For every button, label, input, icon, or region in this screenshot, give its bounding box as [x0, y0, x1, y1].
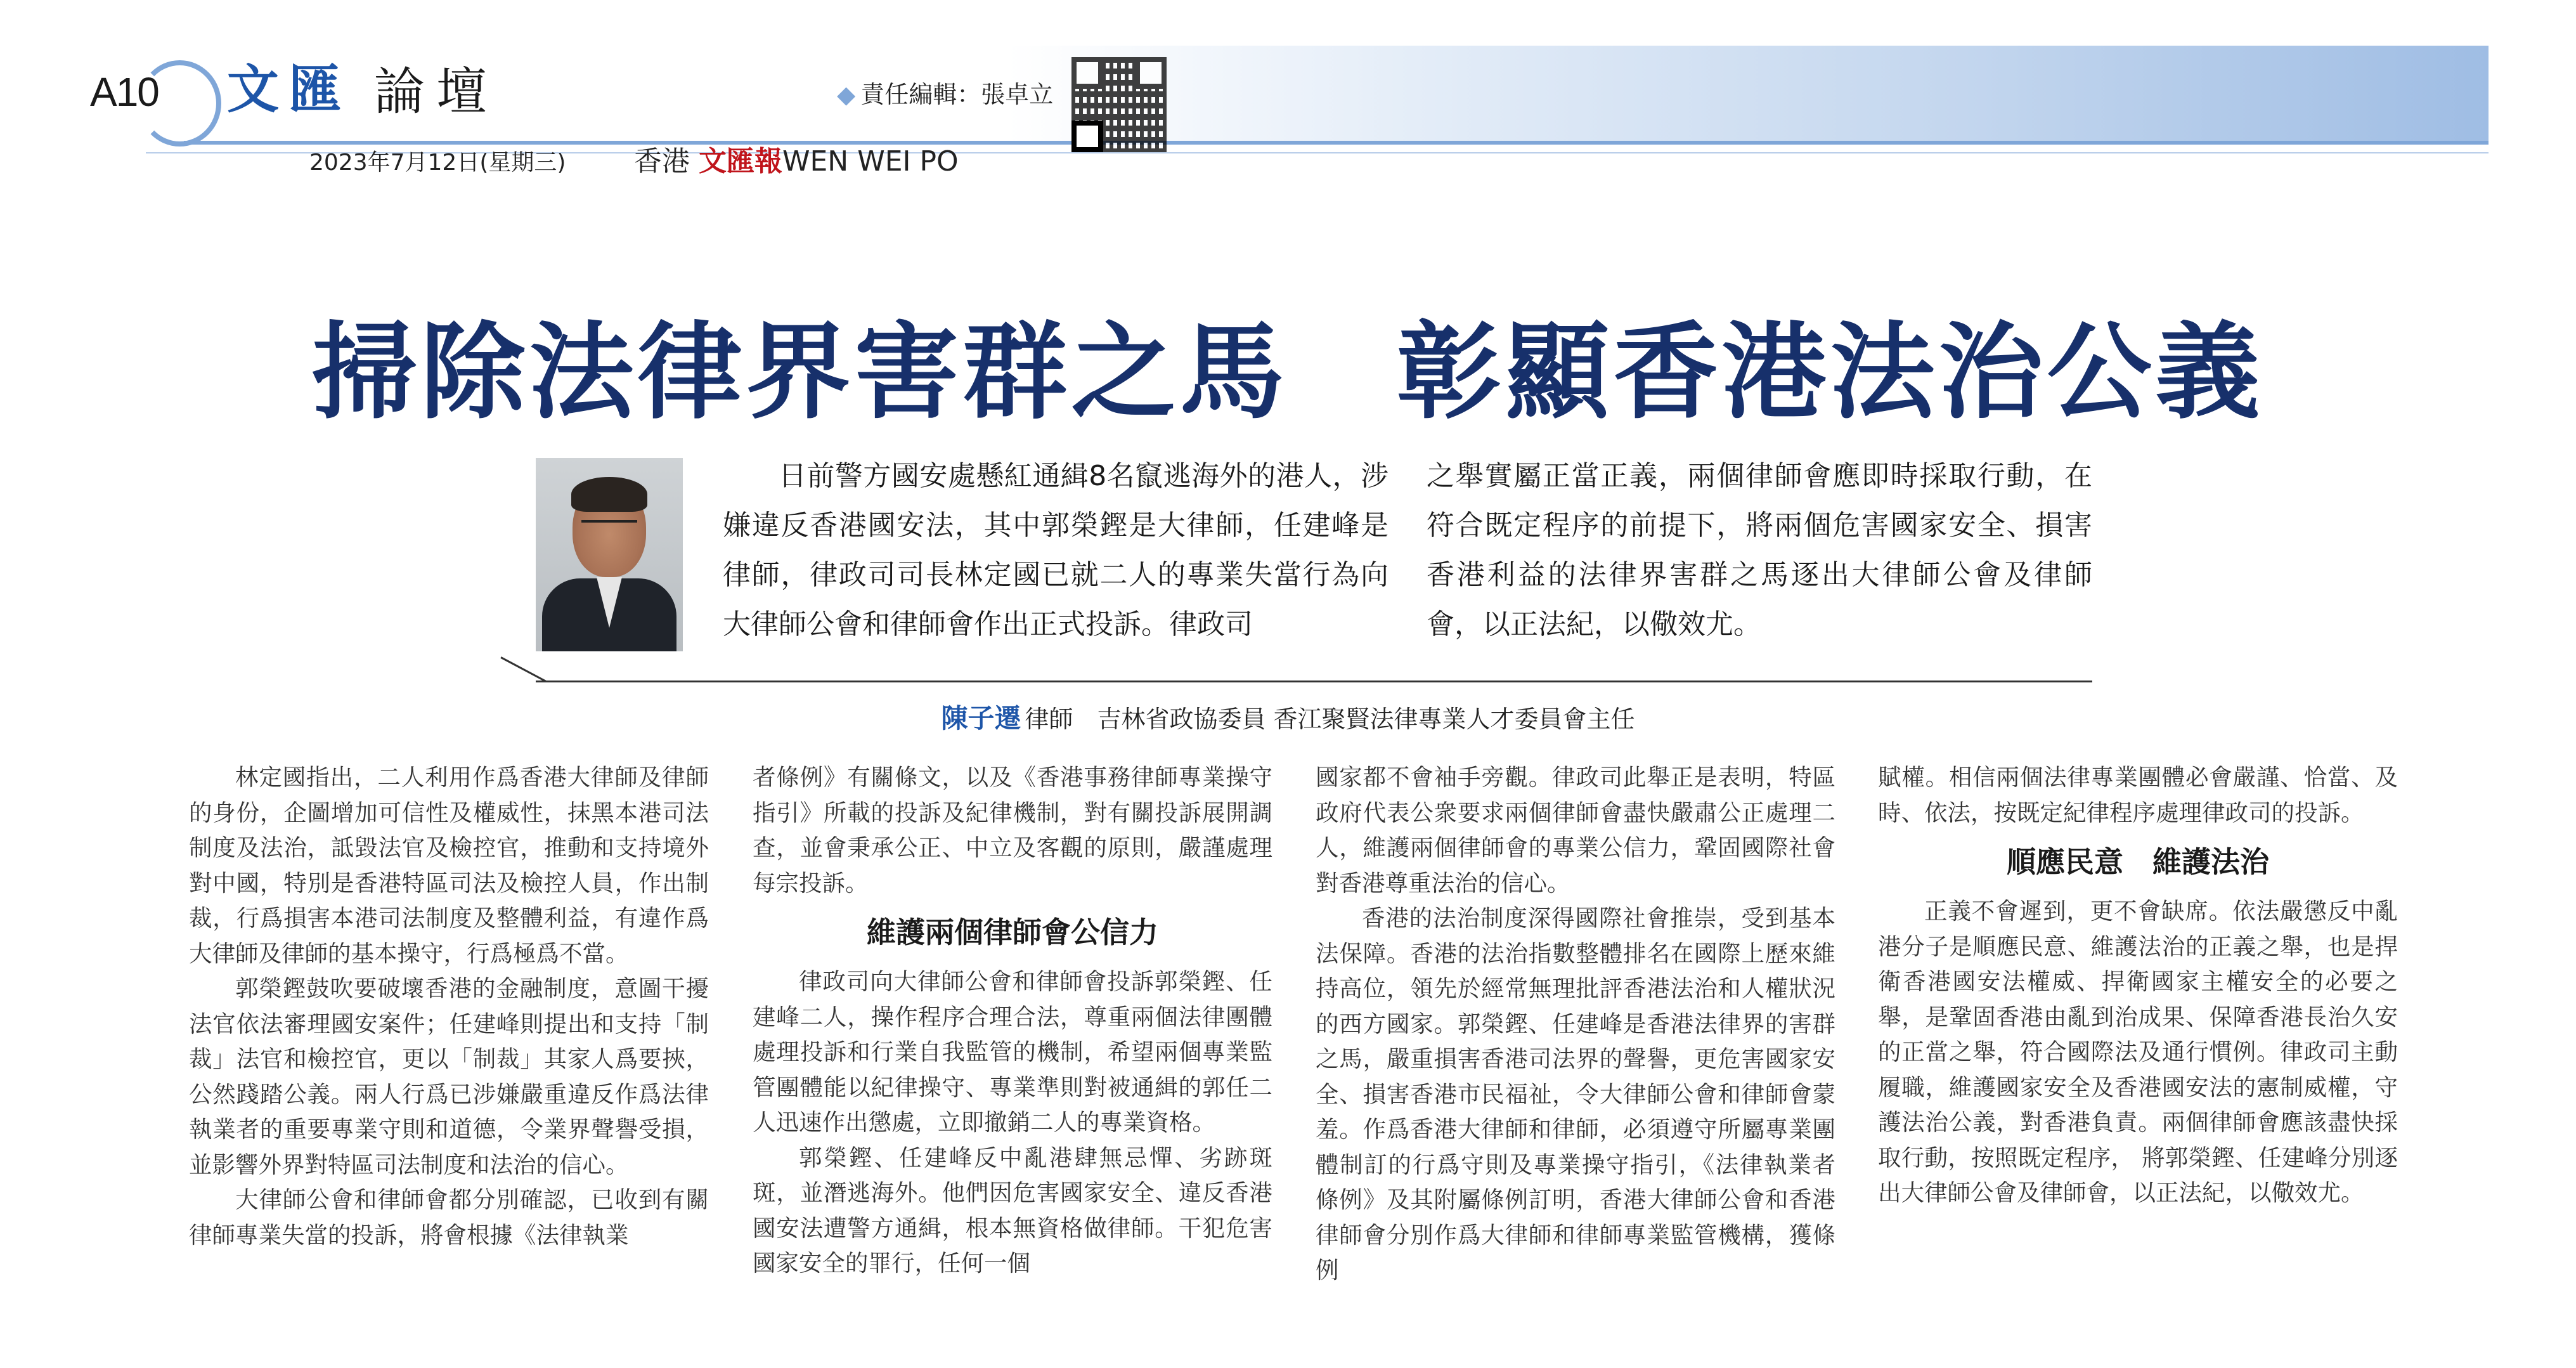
body-paragraph-continued: 者條例》有關條文，以及《香港事務律師專業操守指引》所載的投訴及紀律機制，對有關投訴展開調查，並會秉承公正、中立及客觀的原則，嚴謹處理每宗投訴。 — [753, 764, 1272, 897]
byline-author: 陳子遷 — [941, 703, 1021, 734]
photo-glasses — [581, 520, 637, 537]
body-column-3 — [1316, 760, 1835, 1288]
lede-rule-tick — [500, 656, 546, 682]
page-number: A10 — [90, 69, 159, 115]
body-paragraph: 林定國指出，二人利用作爲香港大律師及律師的身份，企圖增加可信性及權威性，抹黑本港司法制度及法治，詆毀法官及檢控官，推動和支持境外對中國，特別是香港特區司法及檢控人員，作出制裁，行爲損害本港司法制度及整體利益，有違作爲大律師及律師的基本操守，行爲極爲不當。 — [189, 764, 709, 967]
editor-credit — [837, 75, 1053, 110]
byline-title: 律師 吉林省政協委員 香江聚賢法律專業人才委員會主任 — [1025, 705, 1635, 733]
body-column-1 — [189, 760, 709, 1253]
byline — [0, 698, 2576, 736]
lede-rule — [536, 681, 2092, 682]
body-column-4 — [1878, 760, 2398, 1211]
photo-hair — [571, 477, 647, 512]
editor-text: 責任編輯：張卓立 — [860, 81, 1054, 108]
paper-brand-logo: 文匯報 — [699, 145, 782, 178]
paper-english-name: WEN WEI PO — [782, 145, 959, 178]
body-paragraph: 郭榮鏗、任建峰反中亂港肆無忌憚、劣跡斑斑，並潛逃海外。他們因危害國家安全、違反香港國安法遭警方通緝，根本無資格做律師。干犯危害國家安全的罪行，任何一個 — [753, 1143, 1272, 1277]
author-photo — [536, 458, 683, 651]
paper-prefix: 香港 — [634, 145, 690, 178]
paper-name — [634, 138, 959, 179]
body-paragraph-continued: 國家都不會袖手旁觀。律政司此舉正是表明，特區政府代表公衆要求兩個律師會盡快嚴肅公正處理二人，維護兩個律師會的專業公信力，鞏固國際社會對香港尊重法治的信心。 — [1316, 764, 1835, 897]
section-name-primary: 文匯 — [227, 60, 352, 120]
body-paragraph: 正義不會遲到，更不會缺席。依法嚴懲反中亂港分子是順應民意、維護法治的正義之舉，也是捍衛香港國安法權威、捍衛國家主權安全的必要之舉，是鞏固香港由亂到治成果、保障香港長治久安的正當之舉，符合國際法及通行慣例。律政司主動履職，維護國家安全及香港國安法的憲制威權，守護法治公義，對香港負責。兩個律師會應該盡快採取行動，按照既定程序， 將郭榮鏗、任建峰分別逐出大律師公會及律師會，以正法紀，以儆效尤。 — [1878, 897, 2398, 1206]
body-paragraph: 律政司向大律師公會和律師會投訴郭榮鏗、任建峰二人，操作程序合理合法，尊重兩個法律團體處理投訴和行業自我監管的機制，希望兩個專業監管團體能以紀律操守、專業準則對被通緝的郭任二人迅速作出懲處，立即撤銷二人的專業資格。 — [753, 968, 1272, 1136]
body-paragraph: 香港的法治制度深得國際社會推崇，受到基本法保障。香港的法治指數整體排名在國際上歷來維持高位，領先於經常無理批評香港法治和人權狀況的西方國家。郭榮鏗、任建峰是香港法律界的害群之馬，嚴重損害香港司法界的聲譽，更危害國家安全、損害香港市民福祉，令大律師公會和律師會蒙羞。作爲香港大律師和律師，必須遵守所屬專業團體制訂的行爲守則及專業操守指引，《法律執業者條例》及其附屬條例訂明，香港大律師公會和香港律師會分別作爲大律師和律師專業監管機構，獲條例 — [1316, 904, 1835, 1284]
subheading-1: 維護兩個律師會公信力 — [867, 915, 1158, 949]
qr-code-corner — [1071, 121, 1103, 152]
subheading-2: 順應民意 維護法治 — [2007, 845, 2269, 879]
lede-column-1 — [723, 452, 1388, 649]
lede-paragraph-2: 之舉實屬正當正義，兩個律師會應即時採取行動，在符合既定程序的前提下，將兩個危害國家安全、損害香港利益的法律界害群之馬逐出大律師公會及律師會，以正法紀，以儆效尤。 — [1427, 460, 2092, 641]
issue-date: 2023年7月12日(星期三) — [309, 150, 566, 176]
article-headline: 掃除法律界害群之馬 彰顯香港法治公義 — [312, 310, 2264, 433]
lede-column-2 — [1427, 452, 2092, 649]
body-paragraph: 大律師公會和律師會都分別確認，已收到有關律師專業失當的投訴，將會根據《法律執業 — [189, 1186, 709, 1249]
lede-paragraph-1: 日前警方國安處懸紅通緝8名竄逃海外的港人，涉嫌違反香港國安法，其中郭榮鏗是大律師，任建峰是律師，律政司司長林定國已就二人的專業失當行為向大律師公會和律師會作出正式投訴。律政司 — [723, 460, 1388, 641]
body-paragraph-continued: 賦權。相信兩個法律專業團體必會嚴謹、恰當、及時、依法，按既定紀律程序處理律政司的投訴。 — [1878, 764, 2398, 826]
diamond-icon: ◆ — [837, 81, 856, 108]
body-column-2 — [753, 760, 1272, 1281]
body-paragraph: 郭榮鏗鼓吹要破壞香港的金融制度，意圖干擾法官依法審理國安案件；任建峰則提出和支持「制裁」法官和檢控官，更以「制裁」其家人爲要挾，公然踐踏公義。兩人行爲已涉嫌嚴重違反作爲法律執業者的重要專業守則和道德，令業界聲譽受損，並影響外界對特區司法制度和法治的信心。 — [189, 975, 709, 1178]
section-name-secondary: 論壇 — [374, 62, 498, 121]
